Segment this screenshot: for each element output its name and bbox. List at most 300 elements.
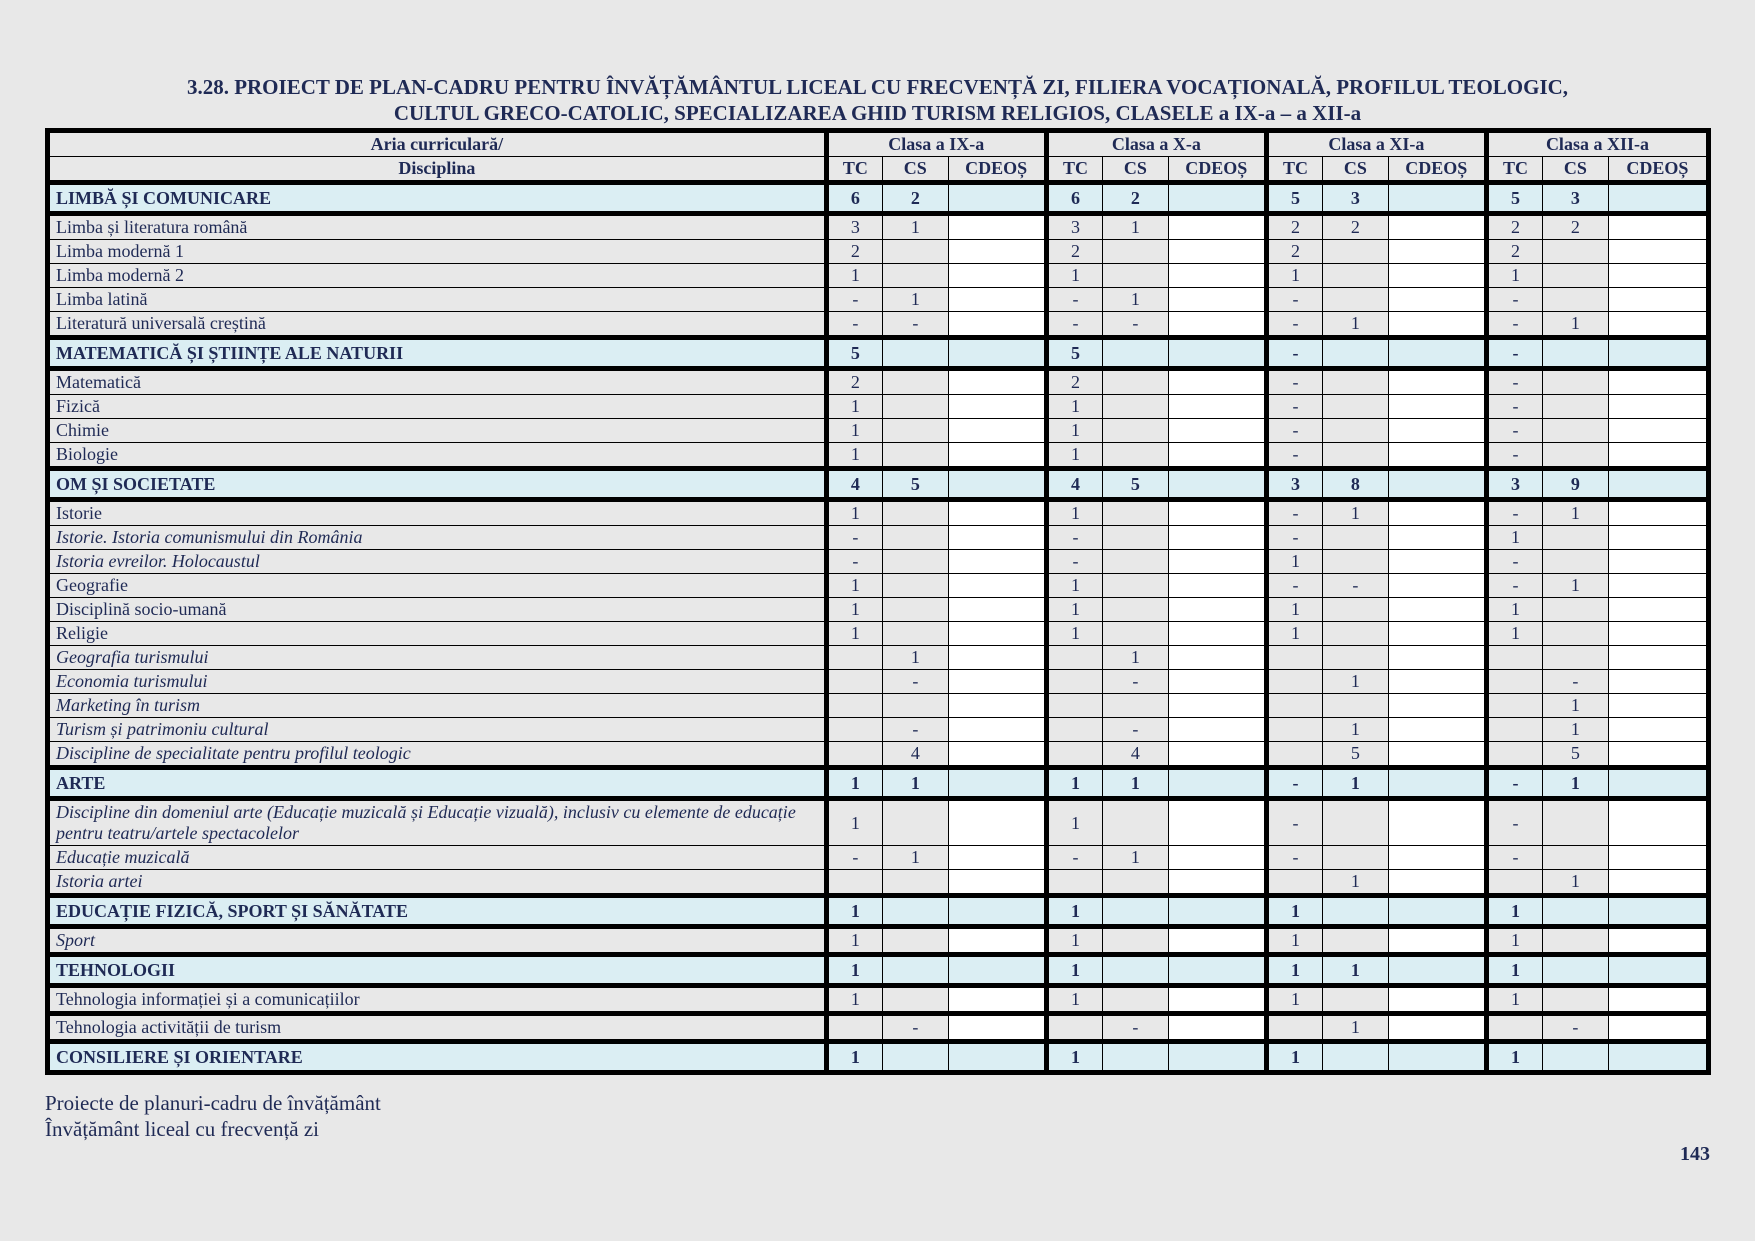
hours-cell-cdeoș xyxy=(1608,598,1706,622)
hours-cell-tc: 2 xyxy=(1486,214,1542,240)
hours-cell-tc: 3 xyxy=(826,214,882,240)
area-name: ARTE xyxy=(50,768,827,799)
hours-cell-tc xyxy=(1486,694,1542,718)
hours-cell-tc: 1 xyxy=(826,419,882,443)
discipline-name: Marketing în turism xyxy=(50,694,827,718)
hours-cell-cs: 1 xyxy=(1323,768,1389,799)
hours-cell-cs: 1 xyxy=(1103,288,1169,312)
hours-cell-cdeoș xyxy=(1608,986,1706,1014)
hours-cell-cs xyxy=(1543,264,1609,288)
hours-cell-cs xyxy=(883,622,949,646)
hours-cell-cdeoș xyxy=(1388,338,1486,369)
hours-cell-tc: 1 xyxy=(1486,986,1542,1014)
hours-cell-cs xyxy=(1103,799,1169,846)
hours-cell-cs xyxy=(1103,395,1169,419)
curricular-area-row xyxy=(50,183,1707,214)
hours-cell-cdeoș xyxy=(1388,183,1486,214)
hours-cell-cs xyxy=(1323,694,1389,718)
hours-cell-tc: - xyxy=(1266,846,1322,870)
hours-cell-cs xyxy=(1323,526,1389,550)
discipline-name: Geografia turismului xyxy=(50,646,827,670)
hours-cell-tc: 1 xyxy=(1486,622,1542,646)
hours-cell-cdeoș xyxy=(1168,264,1266,288)
hours-cell-tc: - xyxy=(1266,419,1322,443)
hours-cell-cs: 1 xyxy=(1323,1014,1389,1042)
hours-cell-cdeoș xyxy=(948,1042,1046,1071)
hours-cell-tc xyxy=(1266,742,1322,768)
hours-cell-tc: 2 xyxy=(1046,369,1102,395)
hours-cell-cs: 1 xyxy=(1543,870,1609,896)
hours-cell-cdeoș xyxy=(1388,369,1486,395)
hours-cell-cs: 1 xyxy=(1543,312,1609,338)
hours-cell-tc xyxy=(1266,670,1322,694)
hours-cell-cdeoș xyxy=(1168,288,1266,312)
discipline-row xyxy=(50,214,1707,240)
hours-cell-tc: - xyxy=(1486,799,1542,846)
hours-cell-tc: - xyxy=(1486,768,1542,799)
hours-cell-tc: - xyxy=(1486,419,1542,443)
discipline-name: Fizică xyxy=(50,395,827,419)
discipline-name: Geografie xyxy=(50,574,827,598)
hours-cell-cdeoș xyxy=(948,1014,1046,1042)
hours-cell-tc: 1 xyxy=(1266,955,1322,986)
hours-cell-cdeoș xyxy=(1608,694,1706,718)
hours-cell-cs: - xyxy=(1103,1014,1169,1042)
hours-cell-cdeoș xyxy=(1388,768,1486,799)
hours-cell-cdeoș xyxy=(1168,927,1266,955)
hours-cell-tc: - xyxy=(1266,799,1322,846)
hours-cell-cdeoș xyxy=(1168,443,1266,469)
hours-cell-cs: 9 xyxy=(1543,469,1609,500)
hours-cell-tc: 1 xyxy=(1046,443,1102,469)
hours-cell-cs xyxy=(1323,369,1389,395)
hours-cell-cs xyxy=(1103,1042,1169,1071)
hours-cell-cdeoș xyxy=(1168,646,1266,670)
hours-cell-cs: 2 xyxy=(1543,214,1609,240)
hours-cell-cs: - xyxy=(1103,312,1169,338)
hours-cell-cdeoș xyxy=(948,395,1046,419)
hours-cell-cdeoș xyxy=(1168,896,1266,927)
hours-cell-cdeoș xyxy=(1168,870,1266,896)
hours-cell-cdeoș xyxy=(1388,694,1486,718)
hours-cell-tc: 1 xyxy=(1266,986,1322,1014)
hours-cell-cdeoș xyxy=(948,718,1046,742)
title-line-2: CULTUL GRECO-CATOLIC, SPECIALIZAREA GHID TURISM RELIGIOS, CLASELE a IX-a – a XII-a xyxy=(393,101,1362,125)
hours-cell-cs xyxy=(1323,338,1389,369)
header-sub-cdeoș: CDEOȘ xyxy=(1168,157,1266,183)
hours-cell-tc: 1 xyxy=(1046,799,1102,846)
header-sub-tc: TC xyxy=(1486,157,1542,183)
hours-cell-cdeoș xyxy=(1168,718,1266,742)
area-name: CONSILIERE ȘI ORIENTARE xyxy=(50,1042,827,1071)
hours-cell-cdeoș xyxy=(1608,500,1706,526)
hours-cell-cdeoș xyxy=(1388,646,1486,670)
hours-cell-cdeoș xyxy=(948,870,1046,896)
hours-cell-cdeoș xyxy=(948,500,1046,526)
hours-cell-tc: - xyxy=(1486,369,1542,395)
hours-cell-cs xyxy=(883,500,949,526)
hours-cell-cdeoș xyxy=(1168,742,1266,768)
discipline-row xyxy=(50,264,1707,288)
discipline-row xyxy=(50,870,1707,896)
header-sub-cs: CS xyxy=(883,157,949,183)
hours-cell-tc: 3 xyxy=(1266,469,1322,500)
hours-cell-cdeoș xyxy=(1608,240,1706,264)
hours-cell-cdeoș xyxy=(948,742,1046,768)
hours-cell-cdeoș xyxy=(1608,183,1706,214)
hours-cell-cs xyxy=(1323,896,1389,927)
hours-cell-cdeoș xyxy=(1608,670,1706,694)
area-name: LIMBĂ ȘI COMUNICARE xyxy=(50,183,827,214)
hours-cell-cs xyxy=(883,550,949,574)
hours-cell-tc: 6 xyxy=(826,183,882,214)
hours-cell-cdeoș xyxy=(948,288,1046,312)
hours-cell-tc: - xyxy=(1266,338,1322,369)
hours-cell-cdeoș xyxy=(1608,574,1706,598)
discipline-name: Tehnologia informației și a comunicațiilor xyxy=(50,986,827,1014)
hours-cell-cs xyxy=(1543,288,1609,312)
hours-cell-cdeoș xyxy=(1388,214,1486,240)
hours-cell-tc xyxy=(1046,718,1102,742)
discipline-name: Sport xyxy=(50,927,827,955)
header-sub-tc: TC xyxy=(1266,157,1322,183)
hours-cell-cs xyxy=(1543,622,1609,646)
hours-cell-cs xyxy=(1103,574,1169,598)
hours-cell-cs xyxy=(1543,395,1609,419)
discipline-name: Discipline de specialitate pentru profilul teologic xyxy=(50,742,827,768)
hours-cell-cs: 1 xyxy=(883,214,949,240)
hours-cell-tc: 1 xyxy=(826,500,882,526)
hours-cell-cdeoș xyxy=(1608,870,1706,896)
hours-cell-cdeoș xyxy=(1168,214,1266,240)
discipline-row xyxy=(50,574,1707,598)
hours-cell-tc: 1 xyxy=(826,443,882,469)
hours-cell-tc xyxy=(826,1014,882,1042)
hours-cell-cs xyxy=(1543,646,1609,670)
hours-cell-cdeoș xyxy=(1388,500,1486,526)
hours-cell-cdeoș xyxy=(948,338,1046,369)
hours-cell-tc: - xyxy=(1046,550,1102,574)
discipline-row xyxy=(50,927,1707,955)
hours-cell-cs xyxy=(1103,986,1169,1014)
discipline-row xyxy=(50,1014,1707,1042)
hours-cell-cs: 1 xyxy=(1103,646,1169,670)
hours-cell-tc: - xyxy=(826,312,882,338)
hours-cell-tc: 1 xyxy=(826,622,882,646)
hours-cell-cs xyxy=(883,395,949,419)
hours-cell-cdeoș xyxy=(1168,338,1266,369)
hours-cell-tc xyxy=(1266,1014,1322,1042)
hours-cell-tc: 1 xyxy=(1046,955,1102,986)
hours-cell-cdeoș xyxy=(948,469,1046,500)
discipline-name: Istorie. Istoria comunismului din România xyxy=(50,526,827,550)
hours-cell-cdeoș xyxy=(948,927,1046,955)
hours-cell-tc: 1 xyxy=(826,1042,882,1071)
hours-cell-cs: 1 xyxy=(1543,694,1609,718)
hours-cell-cs xyxy=(1323,1042,1389,1071)
hours-cell-cs xyxy=(1543,846,1609,870)
area-name: TEHNOLOGII xyxy=(50,955,827,986)
hours-cell-cs xyxy=(883,896,949,927)
hours-cell-cs: - xyxy=(1103,718,1169,742)
hours-cell-tc: 1 xyxy=(1266,264,1322,288)
discipline-row xyxy=(50,240,1707,264)
hours-cell-tc: - xyxy=(1486,288,1542,312)
hours-cell-cs xyxy=(1103,694,1169,718)
hours-cell-cdeoș xyxy=(1168,240,1266,264)
hours-cell-tc: 1 xyxy=(826,896,882,927)
hours-cell-cdeoș xyxy=(1388,622,1486,646)
hours-cell-tc xyxy=(1046,670,1102,694)
hours-cell-cs: - xyxy=(883,718,949,742)
hours-cell-cdeoș xyxy=(1608,1014,1706,1042)
hours-cell-tc: - xyxy=(1266,526,1322,550)
table-header xyxy=(50,133,1707,183)
discipline-name: Matematică xyxy=(50,369,827,395)
hours-cell-cdeoș xyxy=(1168,469,1266,500)
hours-cell-cdeoș xyxy=(1168,500,1266,526)
hours-cell-cdeoș xyxy=(1388,896,1486,927)
hours-cell-cdeoș xyxy=(948,670,1046,694)
hours-cell-tc: 1 xyxy=(1046,768,1102,799)
hours-cell-tc: - xyxy=(1266,288,1322,312)
hours-cell-cdeoș xyxy=(1608,768,1706,799)
hours-cell-cdeoș xyxy=(1168,768,1266,799)
hours-cell-tc: - xyxy=(1266,443,1322,469)
hours-cell-cs xyxy=(1543,955,1609,986)
hours-cell-cs xyxy=(883,955,949,986)
hours-cell-cdeoș xyxy=(1388,870,1486,896)
hours-cell-cdeoș xyxy=(1608,288,1706,312)
hours-cell-cs: 4 xyxy=(1103,742,1169,768)
hours-cell-tc: - xyxy=(826,288,882,312)
discipline-row xyxy=(50,646,1707,670)
hours-cell-cdeoș xyxy=(1168,550,1266,574)
hours-cell-tc: - xyxy=(1266,395,1322,419)
hours-cell-cs xyxy=(883,870,949,896)
hours-cell-cs xyxy=(1323,927,1389,955)
hours-cell-cs: - xyxy=(1543,670,1609,694)
discipline-name: Religie xyxy=(50,622,827,646)
header-area-line2: Disciplina xyxy=(50,157,827,183)
hours-cell-cs: - xyxy=(883,1014,949,1042)
hours-cell-tc xyxy=(1486,718,1542,742)
hours-cell-cs xyxy=(883,1042,949,1071)
hours-cell-tc: 4 xyxy=(826,469,882,500)
hours-cell-cdeoș xyxy=(1168,419,1266,443)
hours-cell-cdeoș xyxy=(1608,395,1706,419)
hours-cell-cs: - xyxy=(1323,574,1389,598)
curriculum-table xyxy=(49,132,1707,1071)
hours-cell-tc: 1 xyxy=(1266,896,1322,927)
hours-cell-tc: 1 xyxy=(1046,500,1102,526)
curriculum-table-frame xyxy=(45,128,1711,1075)
hours-cell-tc: - xyxy=(826,846,882,870)
footer xyxy=(45,1090,381,1142)
discipline-row xyxy=(50,986,1707,1014)
hours-cell-cdeoș xyxy=(1388,312,1486,338)
hours-cell-tc: 1 xyxy=(826,986,882,1014)
hours-cell-cdeoș xyxy=(1388,927,1486,955)
footer-line-2: Învățământ liceal cu frecvență zi xyxy=(45,1117,320,1141)
hours-cell-tc: 2 xyxy=(1486,240,1542,264)
hours-cell-cdeoș xyxy=(1388,986,1486,1014)
area-name: OM ȘI SOCIETATE xyxy=(50,469,827,500)
hours-cell-cdeoș xyxy=(948,622,1046,646)
hours-cell-cs: 5 xyxy=(1103,469,1169,500)
discipline-name: Turism și patrimoniu cultural xyxy=(50,718,827,742)
hours-cell-cdeoș xyxy=(1168,369,1266,395)
hours-cell-cs: - xyxy=(883,670,949,694)
hours-cell-cs: 1 xyxy=(1103,768,1169,799)
hours-cell-tc xyxy=(1486,1014,1542,1042)
header-class-12: Clasa a XII-a xyxy=(1486,133,1706,157)
hours-cell-cs: - xyxy=(883,312,949,338)
discipline-name: Economia turismului xyxy=(50,670,827,694)
hours-cell-tc xyxy=(1046,870,1102,896)
discipline-row xyxy=(50,846,1707,870)
hours-cell-cdeoș xyxy=(1168,574,1266,598)
discipline-row xyxy=(50,369,1707,395)
hours-cell-cs xyxy=(1103,927,1169,955)
hours-cell-tc: 1 xyxy=(1486,526,1542,550)
header-area-line1: Aria curriculară/ xyxy=(50,133,827,157)
hours-cell-cdeoș xyxy=(1168,183,1266,214)
hours-cell-tc xyxy=(1266,718,1322,742)
hours-cell-cdeoș xyxy=(1168,526,1266,550)
hours-cell-cdeoș xyxy=(1168,1042,1266,1071)
header-class-10: Clasa a X-a xyxy=(1046,133,1266,157)
curricular-area-row xyxy=(50,768,1707,799)
hours-cell-cdeoș xyxy=(948,768,1046,799)
hours-cell-tc: 3 xyxy=(1486,469,1542,500)
hours-cell-tc: - xyxy=(1486,338,1542,369)
hours-cell-cdeoș xyxy=(1388,574,1486,598)
hours-cell-cs xyxy=(1543,369,1609,395)
hours-cell-tc: - xyxy=(1046,526,1102,550)
header-sub-cdeoș: CDEOȘ xyxy=(1608,157,1706,183)
hours-cell-tc: - xyxy=(1486,846,1542,870)
discipline-name: Istorie xyxy=(50,500,827,526)
hours-cell-cdeoș xyxy=(1168,846,1266,870)
hours-cell-cs: - xyxy=(1103,670,1169,694)
hours-cell-cdeoș xyxy=(1168,799,1266,846)
hours-cell-cs xyxy=(1103,264,1169,288)
hours-cell-cs xyxy=(1543,1042,1609,1071)
curricular-area-row xyxy=(50,955,1707,986)
hours-cell-tc: - xyxy=(1046,312,1102,338)
hours-cell-cs: 2 xyxy=(1323,214,1389,240)
hours-cell-cs: 1 xyxy=(883,846,949,870)
hours-cell-cs xyxy=(883,338,949,369)
hours-cell-tc xyxy=(1486,742,1542,768)
hours-cell-cs: 1 xyxy=(1103,214,1169,240)
hours-cell-tc: 1 xyxy=(1046,395,1102,419)
hours-cell-cdeoș xyxy=(1608,443,1706,469)
discipline-name: Limba modernă 1 xyxy=(50,240,827,264)
hours-cell-cdeoș xyxy=(1608,955,1706,986)
hours-cell-tc: 1 xyxy=(1046,598,1102,622)
hours-cell-tc: 1 xyxy=(826,955,882,986)
hours-cell-tc xyxy=(1486,670,1542,694)
hours-cell-tc: 1 xyxy=(1046,927,1102,955)
hours-cell-tc: - xyxy=(1486,500,1542,526)
hours-cell-tc: - xyxy=(1046,846,1102,870)
hours-cell-cdeoș xyxy=(1608,1042,1706,1071)
curricular-area-row xyxy=(50,1042,1707,1071)
hours-cell-cs xyxy=(1543,986,1609,1014)
hours-cell-tc: 5 xyxy=(1486,183,1542,214)
hours-cell-cs xyxy=(1103,369,1169,395)
hours-cell-cdeoș xyxy=(1608,718,1706,742)
hours-cell-cs xyxy=(1543,443,1609,469)
discipline-name: Literatură universală creștină xyxy=(50,312,827,338)
hours-cell-cdeoș xyxy=(948,419,1046,443)
hours-cell-cs xyxy=(1323,646,1389,670)
hours-cell-tc: 3 xyxy=(1046,214,1102,240)
discipline-name: Limba modernă 2 xyxy=(50,264,827,288)
hours-cell-tc: - xyxy=(1266,312,1322,338)
hours-cell-cs xyxy=(883,694,949,718)
hours-cell-cs xyxy=(1543,896,1609,927)
hours-cell-cs xyxy=(1103,870,1169,896)
hours-cell-cs: 1 xyxy=(1543,574,1609,598)
hours-cell-cdeoș xyxy=(948,896,1046,927)
hours-cell-tc: 2 xyxy=(1046,240,1102,264)
hours-cell-cs: 5 xyxy=(1543,742,1609,768)
hours-cell-cdeoș xyxy=(1608,338,1706,369)
hours-cell-tc: 2 xyxy=(1266,240,1322,264)
hours-cell-tc xyxy=(1486,870,1542,896)
hours-cell-cdeoș xyxy=(948,846,1046,870)
hours-cell-tc xyxy=(1266,870,1322,896)
hours-cell-cs xyxy=(1103,955,1169,986)
hours-cell-cdeoș xyxy=(948,312,1046,338)
discipline-name: Educație muzicală xyxy=(50,846,827,870)
curricular-area-row xyxy=(50,338,1707,369)
discipline-name: Istoria evreilor. Holocaustul xyxy=(50,550,827,574)
hours-cell-tc: 1 xyxy=(1046,419,1102,443)
hours-cell-cs xyxy=(1323,443,1389,469)
hours-cell-tc xyxy=(1266,694,1322,718)
hours-cell-cs xyxy=(1543,419,1609,443)
hours-cell-tc xyxy=(1046,646,1102,670)
discipline-row xyxy=(50,288,1707,312)
discipline-row xyxy=(50,670,1707,694)
hours-cell-tc: - xyxy=(826,550,882,574)
hours-cell-tc: - xyxy=(1046,288,1102,312)
hours-cell-cdeoș xyxy=(1388,550,1486,574)
hours-cell-tc: 5 xyxy=(1266,183,1322,214)
hours-cell-cs xyxy=(1103,443,1169,469)
hours-cell-cs: 1 xyxy=(1543,768,1609,799)
hours-cell-cdeoș xyxy=(1608,622,1706,646)
header-sub-cs: CS xyxy=(1543,157,1609,183)
hours-cell-cdeoș xyxy=(1388,718,1486,742)
area-name: EDUCAȚIE FIZICĂ, SPORT ȘI SĂNĂTATE xyxy=(50,896,827,927)
hours-cell-cdeoș xyxy=(1608,646,1706,670)
hours-cell-cs xyxy=(1103,622,1169,646)
hours-cell-cdeoș xyxy=(1608,419,1706,443)
hours-cell-tc xyxy=(826,670,882,694)
hours-cell-cdeoș xyxy=(948,550,1046,574)
hours-cell-cdeoș xyxy=(1168,395,1266,419)
hours-cell-cs xyxy=(1103,240,1169,264)
hours-cell-cdeoș xyxy=(1388,469,1486,500)
hours-cell-cs xyxy=(1323,288,1389,312)
hours-cell-cdeoș xyxy=(1168,955,1266,986)
hours-cell-cs: 1 xyxy=(1103,846,1169,870)
